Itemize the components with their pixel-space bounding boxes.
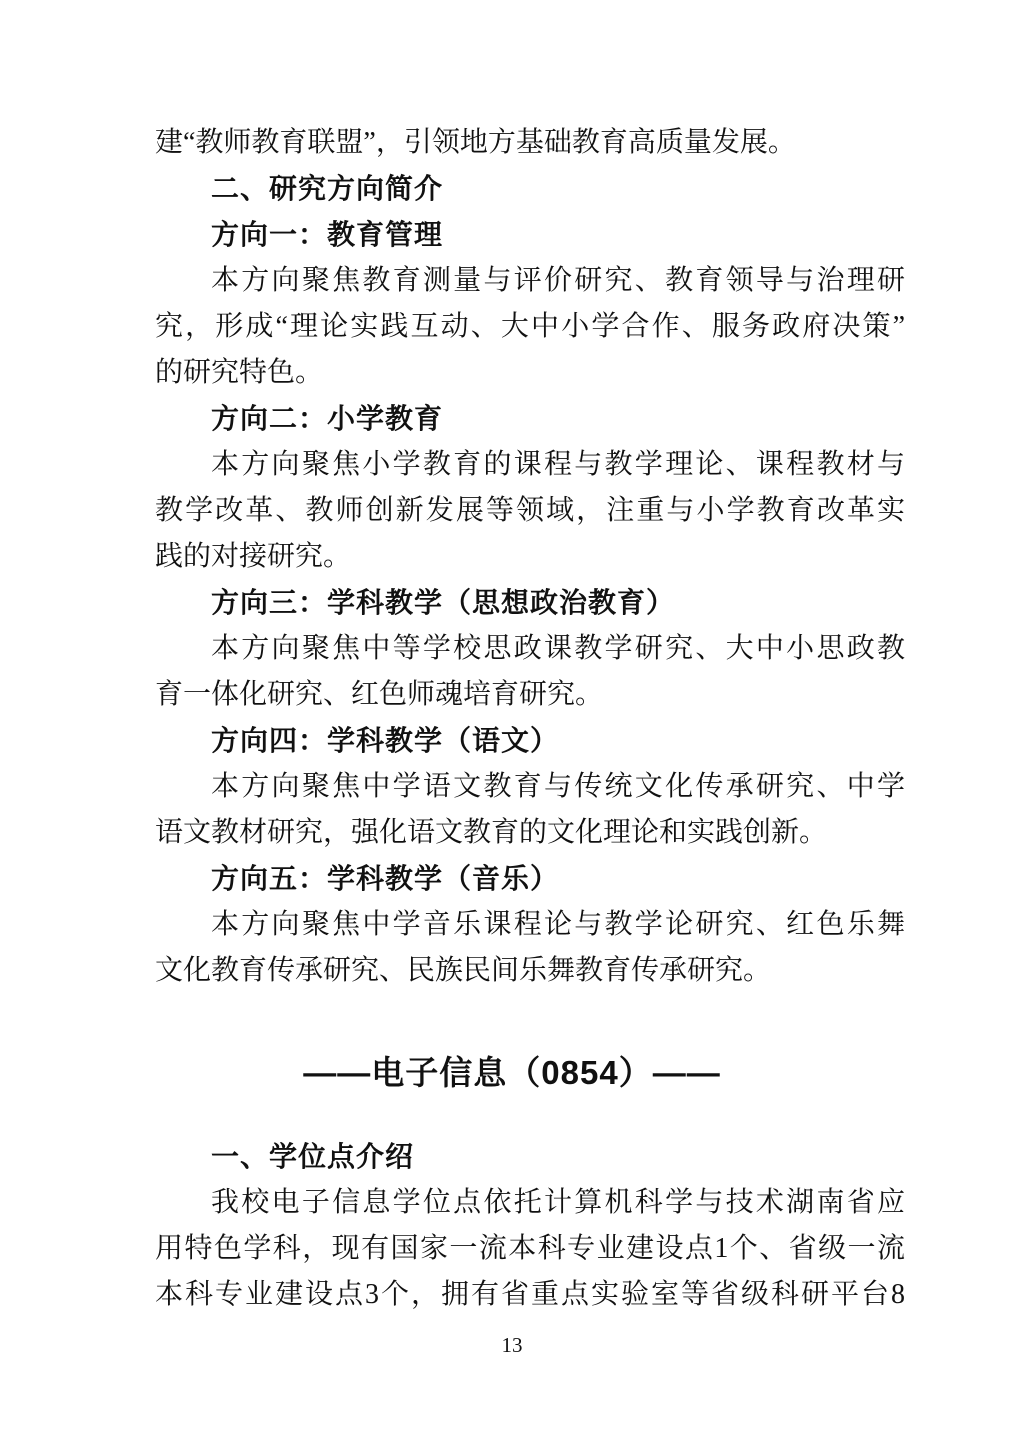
paragraph bbox=[155, 764, 905, 856]
paragraph-line: 本方向聚焦中学语文教育与传统文化传承研究、中学 bbox=[211, 771, 905, 802]
section-heading: 一、学位点介绍 bbox=[211, 1141, 415, 1172]
document-blocks bbox=[155, 120, 905, 1318]
paragraph bbox=[155, 902, 905, 994]
direction-heading: 方向五：学科教学（音乐） bbox=[211, 863, 560, 894]
paragraph-line: 我校电子信息学位点依托计算机科学与技术湖南省应 bbox=[211, 1187, 905, 1218]
paragraph-line: 教学改革、教师创新发展等领域，注重与小学教育改革实 bbox=[155, 495, 905, 526]
paragraph-line: 究，形成“理论实践互动、大中小学合作、服务政府决策” bbox=[155, 311, 905, 342]
page-number: 13 bbox=[501, 1333, 523, 1357]
paragraph-line: 建“教师教育联盟”，引领地方基础教育高质量发展。 bbox=[155, 127, 796, 158]
direction-heading: 方向三：学科教学（思想政治教育） bbox=[211, 587, 676, 618]
paragraph bbox=[155, 626, 905, 718]
direction-heading: 方向二：小学教育 bbox=[211, 403, 444, 434]
paragraph-continuation bbox=[155, 120, 905, 166]
program-section-title: ——电子信息（0854）—— bbox=[303, 1054, 721, 1091]
paragraph-line: 育一体化研究、红色师魂培育研究。 bbox=[155, 679, 604, 710]
section-heading: 二、研究方向简介 bbox=[211, 173, 444, 204]
paragraph-line: 本方向聚焦教育测量与评价研究、教育领导与治理研 bbox=[211, 265, 905, 296]
paragraph-line: 语文教材研究，强化语文教育的文化理论和实践创新。 bbox=[155, 817, 828, 848]
paragraph-line: 的研究特色。 bbox=[155, 357, 324, 388]
direction-heading: 方向四：学科教学（语文） bbox=[211, 725, 560, 756]
direction-heading: 方向一：教育管理 bbox=[211, 219, 444, 250]
paragraph-line: 用特色学科，现有国家一流本科专业建设点1个、省级一流 bbox=[155, 1233, 905, 1264]
paragraph-line: 践的对接研究。 bbox=[155, 541, 352, 572]
document-content bbox=[155, 120, 905, 1318]
paragraph-line: 本方向聚焦小学教育的课程与教学理论、课程教材与 bbox=[211, 449, 905, 480]
paragraph-line: 本方向聚焦中学音乐课程论与教学论研究、红色乐舞 bbox=[211, 909, 905, 940]
paragraph-line: 本方向聚焦中等学校思政课教学研究、大中小思政教 bbox=[211, 633, 905, 664]
paragraph-line: 文化教育传承研究、民族民间乐舞教育传承研究。 bbox=[155, 955, 772, 986]
paragraph-line: 本科专业建设点3个，拥有省重点实验室等省级科研平台8 bbox=[155, 1279, 905, 1310]
paragraph bbox=[155, 1180, 905, 1318]
paragraph bbox=[155, 442, 905, 580]
paragraph bbox=[155, 258, 905, 396]
